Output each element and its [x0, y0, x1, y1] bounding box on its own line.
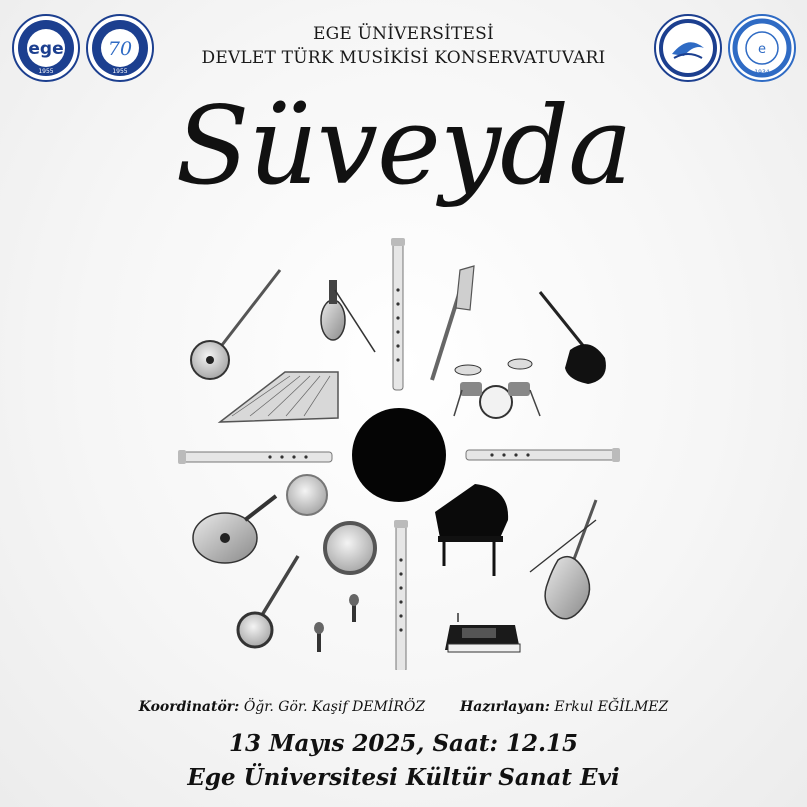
anniversary-logo-text: 70: [107, 38, 133, 60]
institution-header: [160, 22, 647, 70]
center-black-circle: [352, 408, 446, 502]
prepared-by-label: Hazırlayan:: [460, 699, 550, 715]
event-venue: Ege Üniversitesi Kültür Sanat Evi: [187, 764, 620, 791]
ege-70th-anniversary-logo: [86, 14, 154, 82]
bass-guitar-icon: [540, 292, 606, 384]
tanbur-icon: [191, 270, 280, 379]
ney-right-icon: [466, 448, 620, 462]
conservatory-name: DEVLET TÜRK MUSİKİSİ KONSERVATUVARI: [201, 48, 606, 68]
event-date-time: 13 Mayıs 2025, Saat: 12.15: [228, 730, 579, 757]
ney-left-icon: [178, 450, 332, 464]
coordinator-name: Öğr. Gör. Kaşif DEMİRÖZ: [243, 699, 426, 715]
svg-text:e: e: [758, 42, 766, 57]
prepared-by-name: Erkul EĞİLMEZ: [554, 699, 669, 715]
unit-logo: [654, 14, 722, 82]
ney-bottom-icon: [394, 520, 408, 670]
bendir-icon: [325, 523, 375, 573]
university-name: EGE ÜNİVERSİTESİ: [313, 24, 494, 44]
ud-icon: [193, 496, 276, 563]
anniversary-logo-year: 1955: [112, 68, 128, 75]
grand-piano-icon: [435, 484, 508, 576]
ney-top-icon: [391, 238, 405, 390]
instrument-circle-artwork: [170, 230, 640, 670]
conservatory-logo: [728, 14, 796, 82]
kanun-icon: [220, 372, 338, 422]
keyboard-icon: [445, 613, 520, 652]
daf-icon: [287, 475, 327, 515]
ege-university-logo: [12, 14, 80, 82]
kemence-icon: [321, 280, 375, 352]
baglama-icon: [432, 266, 474, 380]
banjo-icon: [238, 556, 298, 647]
microphone-icon: [314, 594, 359, 652]
credits-line: [0, 699, 807, 715]
ege-logo-text: ege: [28, 39, 64, 59]
concert-title: Süveyda: [175, 84, 632, 209]
coordinator-label: Koordinatör:: [138, 699, 240, 715]
ege-logo-year: 1955: [38, 68, 54, 75]
drum-kit-icon: [454, 359, 540, 418]
conservatory-logo-year: 1934: [754, 69, 770, 76]
cello-icon: [530, 500, 596, 619]
